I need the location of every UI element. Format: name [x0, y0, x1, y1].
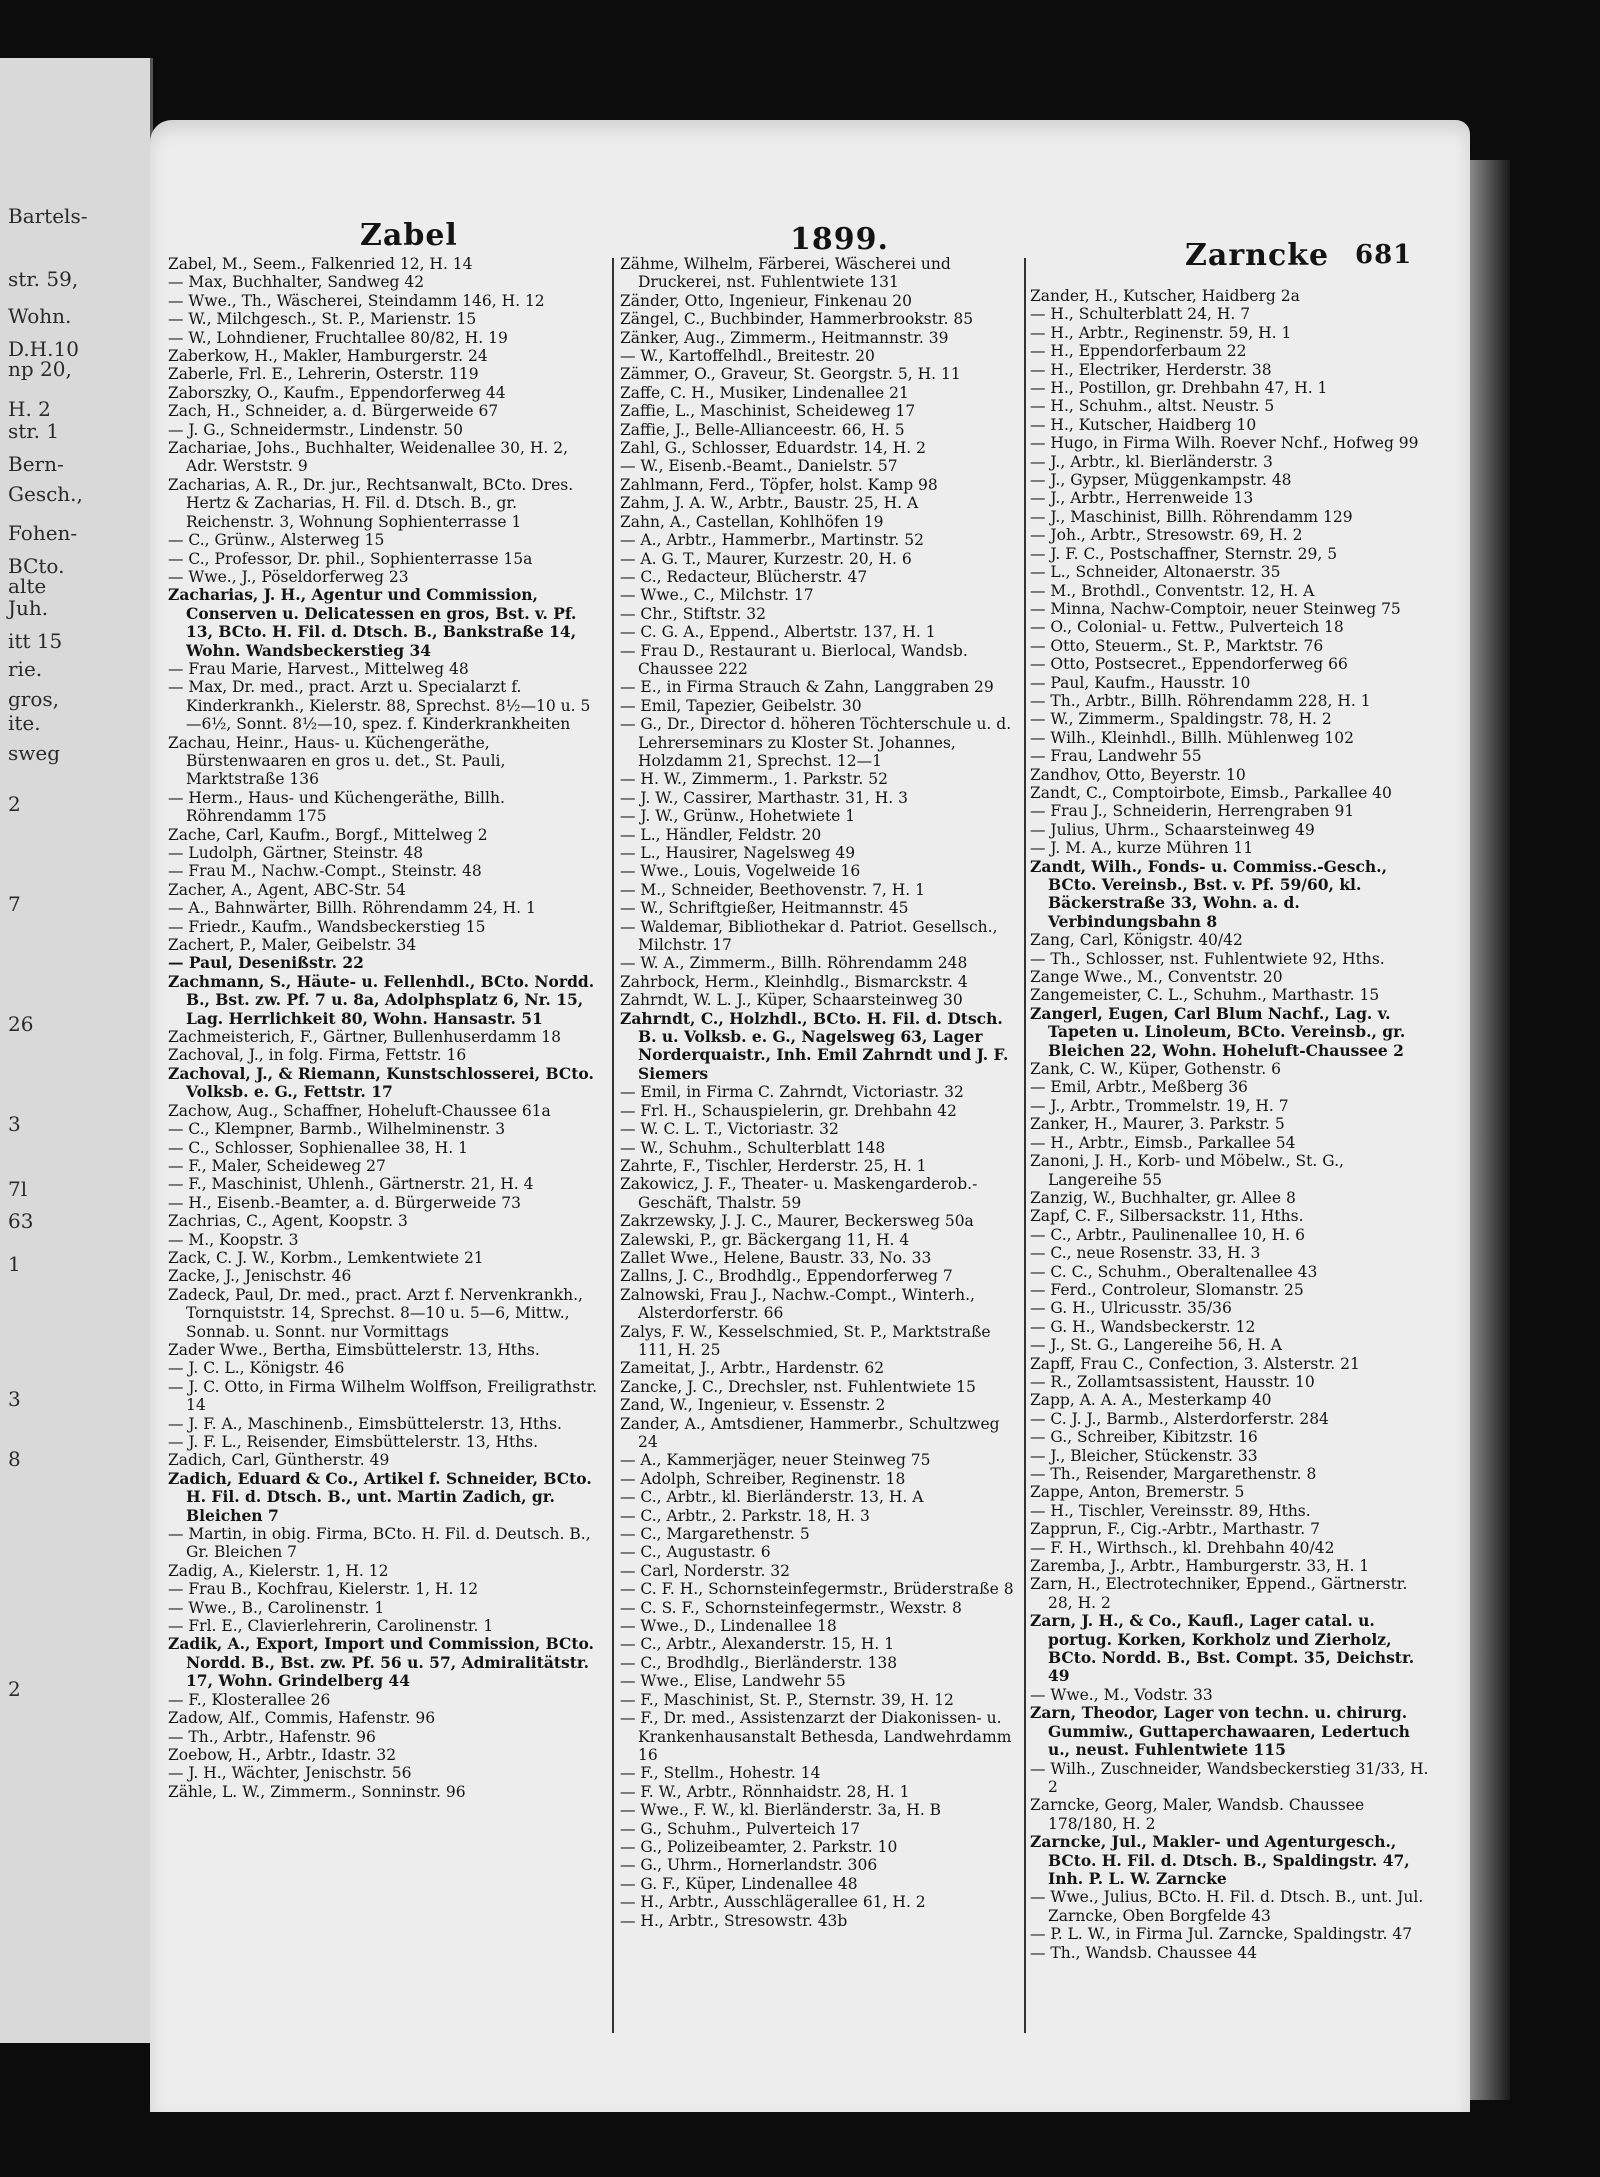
directory-entry: — J., Bleicher, Stückenstr. 33	[1030, 1446, 1258, 1465]
directory-entry: — Wwe., F. W., kl. Bierländerstr. 3a, H. B	[620, 1801, 942, 1820]
directory-entry: Zand, W., Ingenieur, v. Essenstr. 2	[620, 1396, 886, 1415]
facing-page-fragment: D.H.10	[8, 337, 79, 361]
directory-entry: — H., Tischler, Vereinsstr. 89, Hths.	[1030, 1501, 1311, 1520]
facing-page-fragment: str. 59,	[8, 267, 79, 291]
directory-entry: Zallns, J. C., Brodhdlg., Eppendorferweg 7	[620, 1267, 953, 1286]
directory-entry: — J. W., Cassirer, Marthastr. 31, H. 3	[620, 788, 908, 807]
directory-entry: — Waldemar, Bibliothekar d. Patriot. Gesellsch., Milchstr. 17	[620, 917, 998, 955]
facing-page-fragment: 26	[8, 1012, 34, 1036]
facing-page-fragment: Fohen-	[8, 521, 78, 545]
facing-page-fragment: 2	[8, 1677, 21, 1701]
directory-entry: — F. H., Wirthsch., kl. Drehbahn 40/42	[1030, 1538, 1335, 1557]
facing-page-fragment: 63	[8, 1209, 34, 1233]
directory-entry: Zaffe, C. H., Musiker, Lindenallee 21	[620, 383, 909, 402]
directory-entry: — G. H., Wandsbeckerstr. 12	[1030, 1317, 1256, 1336]
page-right-shadow	[1470, 160, 1510, 2100]
directory-entry: — Max, Dr. med., pract. Arzt u. Specialarzt f. Kinderkrankh., Kielerstr. 88, Sprechst. 8½—10 u. 5—6½, Sonnt. 8½—10, spez. f. Kinderkrankheiten	[168, 678, 591, 734]
directory-entry: — H., Arbtr., Eimsb., Parkallee 54	[1030, 1133, 1296, 1152]
directory-entry: — C., Arbtr., Paulinenallee 10, H. 6	[1030, 1225, 1306, 1244]
directory-entry: — Wwe., M., Vodstr. 33	[1030, 1685, 1213, 1704]
directory-entry: — H., Arbtr., Stresowstr. 43b	[620, 1911, 848, 1930]
directory-entry: Zalys, F. W., Kesselschmied, St. P., Marktstraße 111, H. 25	[620, 1322, 991, 1359]
directory-entry: Zanzig, W., Buchhalter, gr. Allee 8	[1030, 1188, 1296, 1207]
facing-page-fragment: 7l	[8, 1177, 28, 1201]
entries-column-2	[620, 255, 1022, 2035]
directory-entry: Zahrbock, Herm., Kleinhdlg., Bismarckstr. 4	[620, 972, 968, 991]
directory-entry: — L., Händler, Feldstr. 20	[620, 825, 822, 844]
directory-entry: — Wwe., C., Milchstr. 17	[620, 586, 814, 605]
directory-entry: Zalewski, P., gr. Bäckergang 11, H. 4	[620, 1230, 910, 1249]
directory-entry: Zoebow, H., Arbtr., Idastr. 32	[168, 1745, 397, 1764]
directory-entry: — Frl. E., Clavierlehrerin, Carolinenstr. 1	[168, 1617, 494, 1636]
directory-entry: — A., Bahnwärter, Billh. Röhrendamm 24, H. 1	[168, 899, 536, 918]
directory-entry: — C., Margarethenstr. 5	[620, 1525, 810, 1544]
directory-entry: — A., Kammerjäger, neuer Steinweg 75	[620, 1451, 931, 1470]
directory-entry: — Wwe., Louis, Vogelweide 16	[620, 862, 861, 881]
directory-entry: Zacharias, J. H., Agentur und Commission, Conserven u. Delicatessen en gros, Bst. v. Pf. 13, BCto. H. Fil. d. Dtsch. B., Bankstraße 14, Wohn. Wandsbeckerstieg 34	[168, 585, 577, 660]
directory-entry: — C., Grünw., Alsterweg 15	[168, 531, 385, 550]
directory-entry: Zandhov, Otto, Beyerstr. 10	[1030, 765, 1246, 784]
directory-entry: Zachariae, Johs., Buchhalter, Weidenallee 30, H. 2, Adr. Werststr. 9	[168, 439, 569, 476]
directory-entry: — F. W., Arbtr., Rönnhaidstr. 28, H. 1	[620, 1782, 910, 1801]
directory-entry: Zachmann, S., Häute- u. Fellenhdl., BCto. Nordd. B., Bst. zw. Pf. 7 u. 8a, Adolphsplatz 6, Nr. 15, Lag. Herrlichkeit 80, Wohn. Hansastr. 51	[168, 971, 595, 1028]
directory-entry: Zahrndt, W. L. J., Küper, Schaarsteinweg 30	[620, 991, 963, 1010]
directory-entry: — A., Arbtr., Hammerbr., Martinstr. 52	[620, 531, 924, 550]
directory-entry: — M., Schneider, Beethovenstr. 7, H. 1	[620, 880, 926, 899]
directory-entry: — J. G., Schneidermstr., Lindenstr. 50	[168, 420, 463, 439]
directory-entry: — J. F. L., Reisender, Eimsbüttelerstr. 13, Hths.	[168, 1433, 539, 1451]
directory-entry: — M., Brothdl., Conventstr. 12, H. A	[1030, 581, 1315, 600]
directory-entry: — H., Arbtr., Ausschlägerallee 61, H. 2	[620, 1893, 926, 1912]
directory-entry: Zachrias, C., Agent, Koopstr. 3	[168, 1212, 408, 1231]
directory-entry: Zapff, Frau C., Confection, 3. Alsterstr. 21	[1030, 1354, 1360, 1373]
directory-entry: — P. L. W., in Firma Jul. Zarncke, Spaldingstr. 47	[1030, 1925, 1413, 1944]
directory-entry: — Herm., Haus- und Küchengeräthe, Billh. Röhrendamm 175	[168, 788, 505, 826]
directory-entry: — Hugo, in Firma Wilh. Roever Nchf., Hofweg 99	[1030, 434, 1419, 453]
directory-entry: — Adolph, Schreiber, Reginenstr. 18	[620, 1469, 906, 1488]
directory-entry: Zalnowski, Frau J., Nachw.-Compt., Winterh., Alsterdorferstr. 66	[620, 1285, 975, 1323]
directory-entry: Zandt, Wilh., Fonds- u. Commiss.-Gesch., BCto. Vereinsb., Bst. v. Pf. 59/60, kl. Bäckerstraße 33, Wohn. a. d. Verbindungsbahn 8	[1030, 856, 1387, 931]
directory-entry: — J. F. C., Postschaffner, Sternstr. 29, 5	[1030, 544, 1338, 563]
directory-entry: Zadich, Carl, Güntherstr. 49	[168, 1451, 390, 1470]
directory-entry: Zangemeister, C. L., Schuhm., Marthastr. 15	[1030, 986, 1380, 1005]
directory-entry: — E., in Firma Strauch & Zahn, Langgraben 29	[620, 678, 994, 697]
directory-entry: — J., Arbtr., Herrenweide 13	[1030, 489, 1254, 508]
directory-entry: Zache, Carl, Kaufm., Borgf., Mittelweg 2	[168, 825, 488, 844]
directory-entry: — J. C. Otto, in Firma Wilhelm Wolffson, Freiligrathstr. 14	[168, 1377, 598, 1415]
directory-entry: — Wwe., B., Carolinenstr. 1	[168, 1598, 385, 1617]
directory-entry: — Wilh., Kleinhdl., Billh. Mühlenweg 102	[1030, 728, 1354, 747]
directory-entry: — J. C. L., Königstr. 46	[168, 1359, 345, 1378]
directory-entry: — Paul, Desenißstr. 22	[168, 953, 364, 973]
directory-entry: — C., neue Rosenstr. 33, H. 3	[1030, 1244, 1261, 1263]
facing-page-fragment: ite.	[8, 711, 41, 735]
directory-entry: — Emil, Arbtr., Meßberg 36	[1030, 1078, 1248, 1097]
directory-entry: — Wwe., Julius, BCto. H. Fil. d. Dtsch. B., unt. Jul. Zarncke, Oben Borgfelde 43	[1030, 1888, 1424, 1925]
directory-entry: — J. H., Wächter, Jenischstr. 56	[168, 1764, 412, 1783]
directory-entry: Zallet Wwe., Helene, Baustr. 33, No. 33	[620, 1248, 932, 1267]
directory-entry: — Th., Schlosser, nst. Fuhlentwiete 92, Hths.	[1030, 949, 1385, 968]
directory-entry: Zachoval, J., in folg. Firma, Fettstr. 16	[168, 1046, 467, 1065]
directory-entry: — J. F. A., Maschinenb., Eimsbüttelerstr. 13, Hths.	[168, 1414, 562, 1433]
directory-entry: — C., Professor, Dr. phil., Sophienterrasse 15a	[168, 549, 533, 568]
directory-entry: — Paul, Kaufm., Hausstr. 10	[1030, 673, 1251, 692]
directory-entry: — Carl, Norderstr. 32	[620, 1561, 791, 1580]
directory-entry: — C., Augustastr. 6	[620, 1543, 771, 1562]
directory-entry: Zaffie, L., Maschinist, Scheideweg 17	[620, 402, 916, 421]
directory-entry: — Th., Arbtr., Hafenstr. 96	[168, 1727, 376, 1746]
entries-column-3	[1030, 287, 1430, 2067]
directory-entry: — H., Kutscher, Haidberg 10	[1030, 415, 1257, 434]
directory-entry: Zacher, A., Agent, ABC-Str. 54	[168, 880, 406, 899]
directory-entry: — Th., Wandsb. Chaussee 44	[1030, 1943, 1257, 1962]
directory-entry: — C. J. J., Barmb., Alsterdorferstr. 284	[1030, 1409, 1329, 1428]
directory-entry: — Friedr., Kaufm., Wandsbeckerstieg 15	[168, 917, 486, 936]
directory-entry: — C., Schlosser, Sophienallee 38, H. 1	[168, 1138, 468, 1157]
directory-entry: Zanoni, J. H., Korb- und Möbelw., St. G., Langereihe 55	[1030, 1152, 1344, 1189]
directory-entry: Zahrndt, C., Holzhdl., BCto. H. Fil. d. Dtsch. B. u. Volksb. e. G., Nagelsweg 63, Lager Norderquaistr., Inh. Emil Zahrndt und J. F. Siemers	[620, 1008, 1009, 1083]
facing-page-fragment: str. 1	[8, 419, 60, 443]
directory-entry: — Emil, in Firma C. Zahrndt, Victoriastr. 32	[620, 1083, 964, 1102]
directory-entry: Zank, C. W., Küper, Gothenstr. 6	[1030, 1060, 1281, 1079]
directory-entry: — H., Schulterblatt 24, H. 7	[1030, 305, 1251, 324]
directory-entry: — G., Polizeibeamter, 2. Parkstr. 10	[620, 1837, 898, 1856]
directory-entry: — Ferd., Controleur, Slomanstr. 25	[1030, 1280, 1304, 1299]
directory-entry: — F., Maschinist, St. P., Sternstr. 39, H. 12	[620, 1690, 954, 1709]
directory-entry: Zadik, A., Export, Import und Commission, BCto. Nordd. B., Bst. zw. Pf. 56 u. 57, Admiralitätstr. 17, Wohn. Grindelberg 44	[168, 1634, 594, 1691]
directory-entry: — F., Maler, Scheideweg 27	[168, 1156, 386, 1175]
directory-entry: — C. C., Schuhm., Oberaltenallee 43	[1030, 1262, 1318, 1281]
directory-entry: Zachert, P., Maler, Geibelstr. 34	[168, 936, 417, 955]
facing-page-fragment: 2	[8, 792, 21, 816]
directory-entry: Zach, H., Schneider, a. d. Bürgerweide 67	[168, 402, 499, 421]
running-head-right: Zarncke	[1185, 238, 1330, 273]
directory-entry: — Wwe., J., Pöseldorferweg 23	[168, 567, 409, 586]
directory-entry: — G., Uhrm., Hornerlandstr. 306	[620, 1856, 878, 1875]
directory-entry: Zachow, Aug., Schaffner, Hoheluft-Chaussee 61a	[168, 1101, 551, 1120]
directory-entry: Zameitat, J., Arbtr., Hardenstr. 62	[620, 1359, 885, 1378]
directory-entry: — Max, Buchhalter, Sandweg 42	[168, 273, 425, 292]
directory-entry: Zandt, C., Comptoirbote, Eimsb., Parkallee 40	[1030, 783, 1392, 802]
facing-page-fragment: Wohn.	[8, 304, 72, 328]
directory-entry: — J., Maschinist, Billh. Röhrendamm 129	[1030, 507, 1353, 526]
directory-entry: — G. H., Ulricusstr. 35/36	[1030, 1299, 1232, 1318]
directory-entry: Zang, Carl, Königstr. 40/42	[1030, 931, 1243, 950]
facing-page-fragment: 3	[8, 1112, 21, 1136]
directory-entry: — F., Klosterallee 26	[168, 1690, 331, 1709]
directory-entry: — C., Brodhdlg., Bierländerstr. 138	[620, 1653, 898, 1672]
directory-entry: — R., Zollamtsassistent, Hausstr. 10	[1030, 1372, 1315, 1391]
directory-entry: — F., Dr. med., Assistenzarzt der Diakonissen- u. Krankenhausanstalt Bethesda, Landwehrdamm 16	[620, 1709, 1012, 1764]
directory-entry: — G., Dr., Director d. höheren Töchterschule u. d. Lehrerseminars zu Kloster St. Johannes, Holzdamm 21, Sprechst. 12—1	[620, 715, 1012, 770]
directory-entry: Zahm, J. A. W., Arbtr., Baustr. 25, H. A	[620, 494, 919, 513]
directory-entry: — Otto, Steuerm., St. P., Marktstr. 76	[1030, 636, 1324, 655]
directory-entry: — H., Eppendorferbaum 22	[1030, 342, 1247, 361]
directory-entry: — Minna, Nachw-Comptoir, neuer Steinweg 75	[1030, 599, 1401, 618]
directory-entry: — Frau J., Schneiderin, Herrengraben 91	[1030, 802, 1355, 821]
directory-entry: — L., Schneider, Altonaerstr. 35	[1030, 563, 1281, 582]
directory-entry: Zähle, L. W., Zimmerm., Sonninstr. 96	[168, 1782, 466, 1801]
directory-entry: Zaffie, J., Belle-Allianceestr. 66, H. 5	[620, 420, 905, 439]
directory-entry: — M., Koopstr. 3	[168, 1230, 299, 1249]
directory-entry: Zämmer, O., Graveur, St. Georgstr. 5, H. 11	[620, 365, 961, 384]
directory-entry: — W., Milchgesch., St. P., Marienstr. 15	[168, 310, 477, 329]
directory-entry: — Th., Reisender, Margarethenstr. 8	[1030, 1465, 1317, 1483]
directory-entry: — Chr., Stiftstr. 32	[620, 604, 766, 623]
directory-entry: — J. M. A., kurze Mühren 11	[1030, 839, 1254, 858]
directory-entry: — C., Redacteur, Blücherstr. 47	[620, 567, 868, 586]
directory-entry: — G., Schreiber, Kibitzstr. 16	[1030, 1428, 1258, 1447]
facing-page-fragment: gros,	[8, 687, 60, 711]
directory-entry: — Martin, in obig. Firma, BCto. H. Fil. d. Deutsch. B., Gr. Bleichen 7	[168, 1525, 591, 1562]
directory-entry: — Frau B., Kochfrau, Kielerstr. 1, H. 12	[168, 1580, 479, 1599]
directory-entry: — W. C. L. T., Victoriastr. 32	[620, 1120, 839, 1139]
directory-entry: — J., St. G., Langereihe 56, H. A	[1030, 1336, 1282, 1355]
directory-entry: — C., Klempner, Barmb., Wilhelminenstr. 3	[168, 1120, 506, 1139]
directory-entry: — F., Maschinist, Uhlenh., Gärtnerstr. 21, H. 4	[168, 1175, 534, 1194]
facing-page-fragment: rie.	[8, 657, 43, 681]
directory-entry: — W., Schuhm., Schulterblatt 148	[620, 1138, 886, 1157]
directory-entry: — Frau, Landwehr 55	[1030, 747, 1202, 766]
directory-entry: — J., Arbtr., kl. Bierländerstr. 3	[1030, 452, 1273, 471]
entries-column-1	[168, 255, 598, 2035]
directory-entry: — Frau Marie, Harvest., Mittelweg 48	[168, 659, 469, 678]
directory-entry: — L., Hausirer, Nagelsweg 49	[620, 844, 856, 862]
directory-entry: Zander, H., Kutscher, Haidberg 2a	[1030, 287, 1300, 305]
directory-entry: Zarn, J. H., & Co., Kaufl., Lager catal. u. portug. Korken, Korkholz und Zierholz, BCto. Nordd. B., Bst. Compt. 35, Deichstr. 49	[1030, 1611, 1415, 1686]
directory-entry: Zadich, Eduard & Co., Artikel f. Schneider, BCto. H. Fil. d. Dtsch. B., unt. Martin Zadich, gr. Bleichen 7	[168, 1468, 592, 1525]
directory-entry: Zange Wwe., M., Conventstr. 20	[1030, 968, 1283, 987]
directory-entry: Zänder, Otto, Ingenieur, Finkenau 20	[620, 291, 912, 310]
directory-entry: Zadig, A., Kielerstr. 1, H. 12	[168, 1561, 389, 1580]
directory-entry: — F., Stellm., Hohestr. 14	[620, 1764, 821, 1783]
directory-entry: — C. F. H., Schornsteinfegermstr., Brüderstraße 8	[620, 1580, 1014, 1599]
directory-entry: — Wwe., Th., Wäscherei, Steindamm 146, H. 12	[168, 291, 545, 310]
directory-entry: — C. G. A., Eppend., Albertstr. 137, H. 1	[620, 623, 936, 642]
directory-entry: Zarncke, Georg, Maler, Wandsb. Chaussee 178/180, H. 2	[1030, 1796, 1365, 1833]
directory-entry: — W., Lohndiener, Fruchtallee 80/82, H. 19	[168, 328, 508, 347]
facing-page-fragment: Bartels-	[8, 204, 88, 228]
directory-entry: — C., Arbtr., kl. Bierländerstr. 13, H. A	[620, 1488, 924, 1507]
directory-entry: Zakrzewsky, J. J. C., Maurer, Beckersweg 50a	[620, 1212, 974, 1231]
directory-entry: Zaberkow, H., Makler, Hamburgerstr. 24	[168, 347, 488, 366]
column-rule	[1024, 258, 1026, 2033]
directory-entry: — G. F., Küper, Lindenallee 48	[620, 1874, 858, 1893]
directory-entry: Zahn, A., Castellan, Kohlhöfen 19	[620, 512, 884, 531]
directory-entry: Zancke, J. C., Drechsler, nst. Fuhlentwiete 15	[620, 1377, 976, 1396]
facing-page-fragment: Gesch.,	[8, 482, 83, 506]
directory-entry: Zähme, Wilhelm, Färberei, Wäscherei und Druckerei, nst. Fuhlentwiete 131	[620, 255, 951, 292]
directory-entry: Zapp, A. A. A., Mesterkamp 40	[1030, 1391, 1272, 1410]
directory-entry: — W., Kartoffelhdl., Breitestr. 20	[620, 347, 875, 366]
directory-entry: Zaborszky, O., Kaufm., Eppendorferweg 44	[168, 383, 506, 402]
directory-entry: — J. W., Grünw., Hohetwiete 1	[620, 807, 856, 826]
column-rule	[612, 258, 614, 2033]
directory-entry: — Julius, Uhrm., Schaarsteinweg 49	[1030, 820, 1315, 839]
directory-entry: — Th., Arbtr., Billh. Röhrendamm 228, H. 1	[1030, 691, 1371, 710]
facing-page-fragment: 1	[8, 1252, 21, 1276]
directory-entry: — H., Arbtr., Reginenstr. 59, H. 1	[1030, 323, 1292, 342]
directory-entry: — Wwe., D., Lindenallee 18	[620, 1617, 837, 1636]
facing-page-fragment: Bern-	[8, 452, 64, 476]
facing-page-fragment: 3	[8, 1387, 21, 1411]
facing-page-fragment: sweg	[8, 741, 61, 765]
directory-entry: Zadow, Alf., Commis, Hafenstr. 96	[168, 1709, 436, 1728]
directory-entry: Zadeck, Paul, Dr. med., pract. Arzt f. Nervenkrankh., Tornquiststr. 14, Sprechst. 8—10 u. 5—6, Mittw., Sonnab. u. Sonnt. nur Vormittags	[168, 1285, 583, 1341]
directory-entry: Zader Wwe., Bertha, Eimsbüttelerstr. 13, Hths.	[168, 1340, 540, 1359]
directory-entry: Zarn, H., Electrotechniker, Eppend., Gärtnerstr. 28, H. 2	[1030, 1575, 1408, 1612]
directory-entry: — J., Arbtr., Trommelstr. 19, H. 7	[1030, 1096, 1289, 1115]
directory-entry: — H., Eisenb.-Beamter, a. d. Bürgerweide 73	[168, 1193, 521, 1212]
directory-entry: — H., Postillon, gr. Drehbahn 47, H. 1	[1030, 379, 1328, 398]
directory-entry: Zahl, G., Schlosser, Eduardstr. 14, H. 2	[620, 439, 926, 458]
directory-entry: — Frau D., Restaurant u. Bierlocal, Wandsb. Chaussee 222	[620, 641, 968, 678]
facing-page-fragment: Juh.	[8, 596, 49, 620]
directory-entry: — Emil, Tapezier, Geibelstr. 30	[620, 696, 862, 715]
directory-entry: — Frl. H., Schauspielerin, gr. Drehbahn 42	[620, 1101, 957, 1120]
facing-page-fragment: np 20,	[8, 357, 72, 381]
directory-entry: — C., Arbtr., Alexanderstr. 15, H. 1	[620, 1635, 895, 1654]
facing-page-fragment: 8	[8, 1447, 21, 1471]
directory-entry: Zaremba, J., Arbtr., Hamburgerstr. 33, H. 1	[1030, 1557, 1370, 1576]
facing-page-fragment: BCto.	[8, 554, 65, 578]
directory-entry: Zänker, Aug., Zimmerm., Heitmannstr. 39	[620, 328, 949, 347]
directory-entry: — Wilh., Zuschneider, Wandsbeckerstieg 31/33, H. 2	[1030, 1759, 1429, 1796]
running-head-left: Zabel	[360, 218, 458, 253]
facing-page-fragment: H. 2	[8, 397, 51, 421]
directory-entry: Zack, C. J. W., Korbm., Lemkentwiete 21	[168, 1248, 484, 1267]
facing-page-fragment: itt 15	[8, 629, 63, 653]
directory-entry: Zangerl, Eugen, Carl Blum Nachf., Lag. v. Tapeten u. Linoleum, BCto. Vereinsb., gr. Bleichen 22, Wohn. Hoheluft-Chaussee 2	[1030, 1003, 1406, 1060]
directory-entry: Zappe, Anton, Bremerstr. 5	[1030, 1483, 1245, 1502]
directory-entry: Zarn, Theodor, Lager von techn. u. chirurg. Gummiw., Guttaperchawaaren, Ledertuch u., neust. Fuhlentwiete 115	[1030, 1703, 1410, 1760]
directory-entry: — W., Schriftgießer, Heitmannstr. 45	[620, 899, 909, 918]
directory-entry: — H., Schuhm., altst. Neustr. 5	[1030, 397, 1275, 416]
directory-entry: Zacke, J., Jenischstr. 46	[168, 1267, 352, 1286]
directory-entry: Zanker, H., Maurer, 3. Parkstr. 5	[1030, 1115, 1285, 1134]
directory-entry: Zarncke, Jul., Makler- und Agenturgesch., BCto. H. Fil. d. Dtsch. B., Spaldingstr. 47, Inh. P. L. W. Zarncke	[1030, 1832, 1410, 1888]
directory-entry: Zahlmann, Ferd., Töpfer, holst. Kamp 98	[620, 475, 938, 494]
facing-page-edge	[0, 58, 153, 2043]
directory-entry: — W., Zimmerm., Spaldingstr. 78, H. 2	[1030, 710, 1332, 729]
directory-entry: — H. W., Zimmerm., 1. Parkstr. 52	[620, 770, 888, 789]
running-head-year: 1899.	[790, 222, 889, 257]
directory-entry: Zapprun, F., Cig.-Arbtr., Marthastr. 7	[1030, 1520, 1320, 1539]
directory-entry: Zakowicz, J. F., Theater- u. Maskengarderob.-Geschäft, Thalstr. 59	[620, 1175, 978, 1212]
directory-entry: — Ludolph, Gärtner, Steinstr. 48	[168, 844, 424, 862]
directory-entry: Zabel, M., Seem., Falkenried 12, H. 14	[168, 255, 473, 273]
directory-entry: Zängel, C., Buchbinder, Hammerbrookstr. 85	[620, 310, 974, 329]
directory-entry: — W., Eisenb.-Beamt., Danielstr. 57	[620, 457, 898, 476]
directory-entry: Zachoval, J., & Riemann, Kunstschlosserei, BCto. Volksb. e. G., Fettstr. 17	[168, 1063, 594, 1102]
directory-entry: — J., Gypser, Müggenkampstr. 48	[1030, 471, 1292, 490]
directory-entry: Zacharias, A. R., Dr. jur., Rechtsanwalt, BCto. Dres. Hertz & Zacharias, H. Fil. d. Dtsch. B., gr. Reichenstr. 3, Wohnung Sophienterrasse 1	[168, 475, 574, 531]
directory-entry: — Joh., Arbtr., Stresowstr. 69, H. 2	[1030, 526, 1303, 545]
page-number: 681	[1355, 240, 1413, 270]
directory-entry: — Frau M., Nachw.-Compt., Steinstr. 48	[168, 862, 482, 881]
directory-entry: — Otto, Postsecret., Eppendorferweg 66	[1030, 655, 1348, 674]
directory-entry: Zander, A., Amtsdiener, Hammerbr., Schultzweg 24	[620, 1414, 1000, 1451]
directory-entry: — C., Arbtr., 2. Parkstr. 18, H. 3	[620, 1506, 870, 1525]
directory-entry: — W. A., Zimmerm., Billh. Röhrendamm 248	[620, 954, 968, 973]
directory-entry: — H., Electriker, Herderstr. 38	[1030, 360, 1272, 379]
directory-entry: — Wwe., Elise, Landwehr 55	[620, 1672, 846, 1691]
directory-entry: Zachau, Heinr., Haus- u. Küchengeräthe, Bürstenwaaren en gros u. det., St. Pauli, Marktstraße 136	[168, 733, 506, 789]
facing-page-fragment: alte	[8, 574, 47, 598]
directory-entry: Zachmeisterich, F., Gärtner, Bullenhuserdamm 18	[168, 1028, 561, 1047]
directory-entry: Zaberle, Frl. E., Lehrerin, Osterstr. 119	[168, 365, 479, 384]
directory-entry: Zahrte, F., Tischler, Herderstr. 25, H. 1	[620, 1156, 927, 1175]
directory-entry: — C. S. F., Schornsteinfegermstr., Wexstr. 8	[620, 1598, 962, 1617]
directory-entry: — G., Schuhm., Pulverteich 17	[620, 1819, 861, 1838]
directory-entry: — A. G. T., Maurer, Kurzestr. 20, H. 6	[620, 549, 912, 568]
directory-entry: — O., Colonial- u. Fettw., Pulverteich 18	[1030, 618, 1344, 637]
facing-page-fragment: 7	[8, 892, 21, 916]
directory-entry: Zapf, C. F., Silbersackstr. 11, Hths.	[1030, 1207, 1304, 1226]
